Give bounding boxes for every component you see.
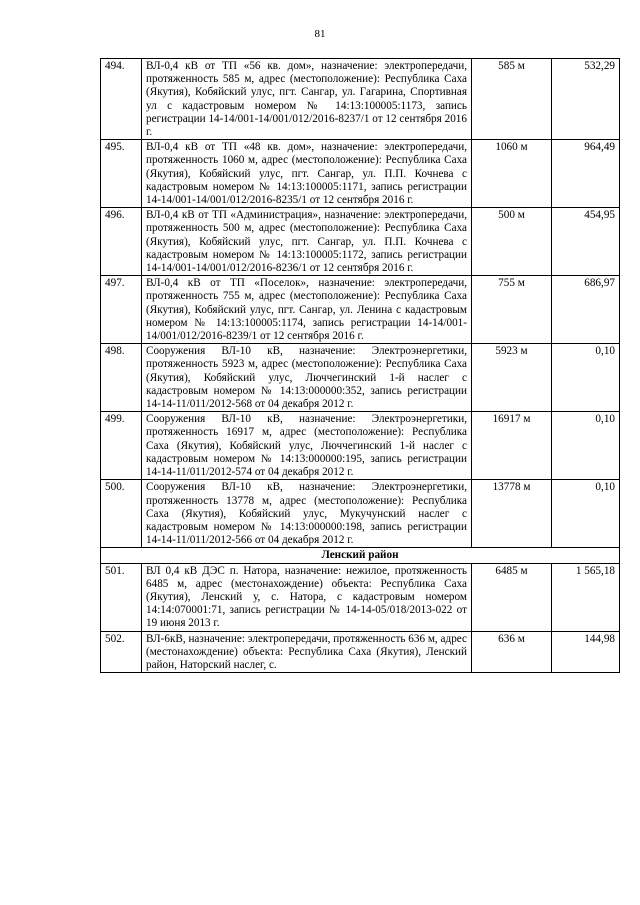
row-description: Сооружения ВЛ-10 кВ, назначение: Электроэнергетики, протяженность 5923 м, адрес (местоположение): Республика Саха (Якутия), Кобяйский улус, Люччегинский 1-й наслег с кадастровым номером № 14:13:000000:352, запись регистрации 14-14-11/011/2012-568 от 04 декабря 2012 г. [142, 344, 472, 412]
row-length: 585 м [472, 59, 552, 140]
row-length: 755 м [472, 276, 552, 344]
row-value: 0,10 [552, 344, 620, 412]
table-row [101, 631, 620, 673]
row-value: 0,10 [552, 480, 620, 548]
row-length: 5923 м [472, 344, 552, 412]
row-value: 1 565,18 [552, 563, 620, 631]
table-row [101, 59, 620, 140]
row-description: ВЛ 0,4 кВ ДЭС п. Натора, назначение: нежилое, протяженность 6485 м, адрес (местонахождение) объекта: Республика Саха (Якутия), Ленский у, с. Натора, с кадастровым номером 14:14:070001:71, запись регистрации № 14-14-05/018/2013-022 от 19 июня 2013 г. [142, 563, 472, 631]
table-row [101, 480, 620, 548]
table-row [101, 563, 620, 631]
row-value: 686,97 [552, 276, 620, 344]
row-number: 494. [101, 59, 142, 140]
row-length: 16917 м [472, 412, 552, 480]
row-value: 964,49 [552, 140, 620, 208]
row-value: 532,29 [552, 59, 620, 140]
row-description: Сооружения ВЛ-10 кВ, назначение: Электроэнергетики, протяженность 16917 м, адрес (местоположение): Республика Саха (Якутия), Кобяйский улус, Люччегинский 1-й наслег с кадастровым номером № 14:13:000000:195, запись регистрации 14-14-11/011/2012-574 от 04 декабря 2012 г. [142, 412, 472, 480]
row-number: 496. [101, 208, 142, 276]
row-value: 454,95 [552, 208, 620, 276]
section-header-row [101, 548, 620, 563]
page-number: 81 [314, 28, 326, 40]
table-row [101, 208, 620, 276]
row-length: 6485 м [472, 563, 552, 631]
row-length: 13778 м [472, 480, 552, 548]
row-number: 499. [101, 412, 142, 480]
row-number: 500. [101, 480, 142, 548]
row-description: ВЛ-0,4 кВ от ТП «Администрация», назначение: электропередачи, протяженность 500 м, адрес (местоположение): Республика Саха (Якутия), Кобяйский улус, пгт. Сангар, ул. П.П. Кочнева с кадастровым номером № 14:13:100005:1172, запись регистрации 14-14/001-14/001/012/2016-8236/1 от 12 сентября 2016 г. [142, 208, 472, 276]
row-length: 1060 м [472, 140, 552, 208]
row-length: 636 м [472, 631, 552, 673]
row-number: 501. [101, 563, 142, 631]
row-number: 495. [101, 140, 142, 208]
row-number: 497. [101, 276, 142, 344]
table-row [101, 412, 620, 480]
table-row [101, 140, 620, 208]
asset-register-table [100, 58, 620, 673]
section-title: Ленский район [101, 548, 620, 563]
row-length: 500 м [472, 208, 552, 276]
row-value: 0,10 [552, 412, 620, 480]
row-description: ВЛ-0,4 кВ от ТП «Поселок», назначение: электропередачи, протяженность 755 м, адрес (местоположение): Республика Саха (Якутия), Кобяйский улус, пгт. Сангар, ул. Ленина с кадастровым номером № 14:13:100005:1174, запись регистрации 14-14/001-14/001/012/2016-8239/1 от 12 сентября 2016 г. [142, 276, 472, 344]
row-description: Сооружения ВЛ-10 кВ, назначение: Электроэнергетики, протяженность 13778 м, адрес (местоположение): Республика Саха (Якутия), Кобяйский улус, Мукучунский наслег с кадастровым номером № 14:13:000000:198, запись регистрации 14-14-11/011/2012-566 от 04 декабря 2012 г. [142, 480, 472, 548]
row-description: ВЛ-0,4 кВ от ТП «56 кв. дом», назначение: электропередачи, протяженность 585 м, адрес (местоположение): Республика Саха (Якутия), Кобяйский улус, пгт. Сангар, ул. Гагарина, Спортивная ул с кадастровым номером № 14:13:100005:1173, запись регистрации 14-14/001-14/001/012/2016-8237/1 от 12 сентября 2016 г. [142, 59, 472, 140]
row-value: 144,98 [552, 631, 620, 673]
table-row [101, 344, 620, 412]
row-description: ВЛ-0,4 кВ от ТП «48 кв. дом», назначение: электропередачи, протяженность 1060 м, адрес (местоположение): Республика Саха (Якутия), Кобяйский улус, пгт. Сангар, ул. П.П. Кочнева с кадастровым номером № 14:13:100005:1171, запись регистрации 14-14/001-14/001/012/2016-8235/1 от 12 сентября 2016 г. [142, 140, 472, 208]
row-description: ВЛ-6кВ, назначение: электропередачи, протяженность 636 м, адрес (местонахождение) объекта: Республика Саха (Якутия), Ленский район, Наторский наслег, с. [142, 631, 472, 673]
row-number: 502. [101, 631, 142, 673]
row-number: 498. [101, 344, 142, 412]
table-row [101, 276, 620, 344]
